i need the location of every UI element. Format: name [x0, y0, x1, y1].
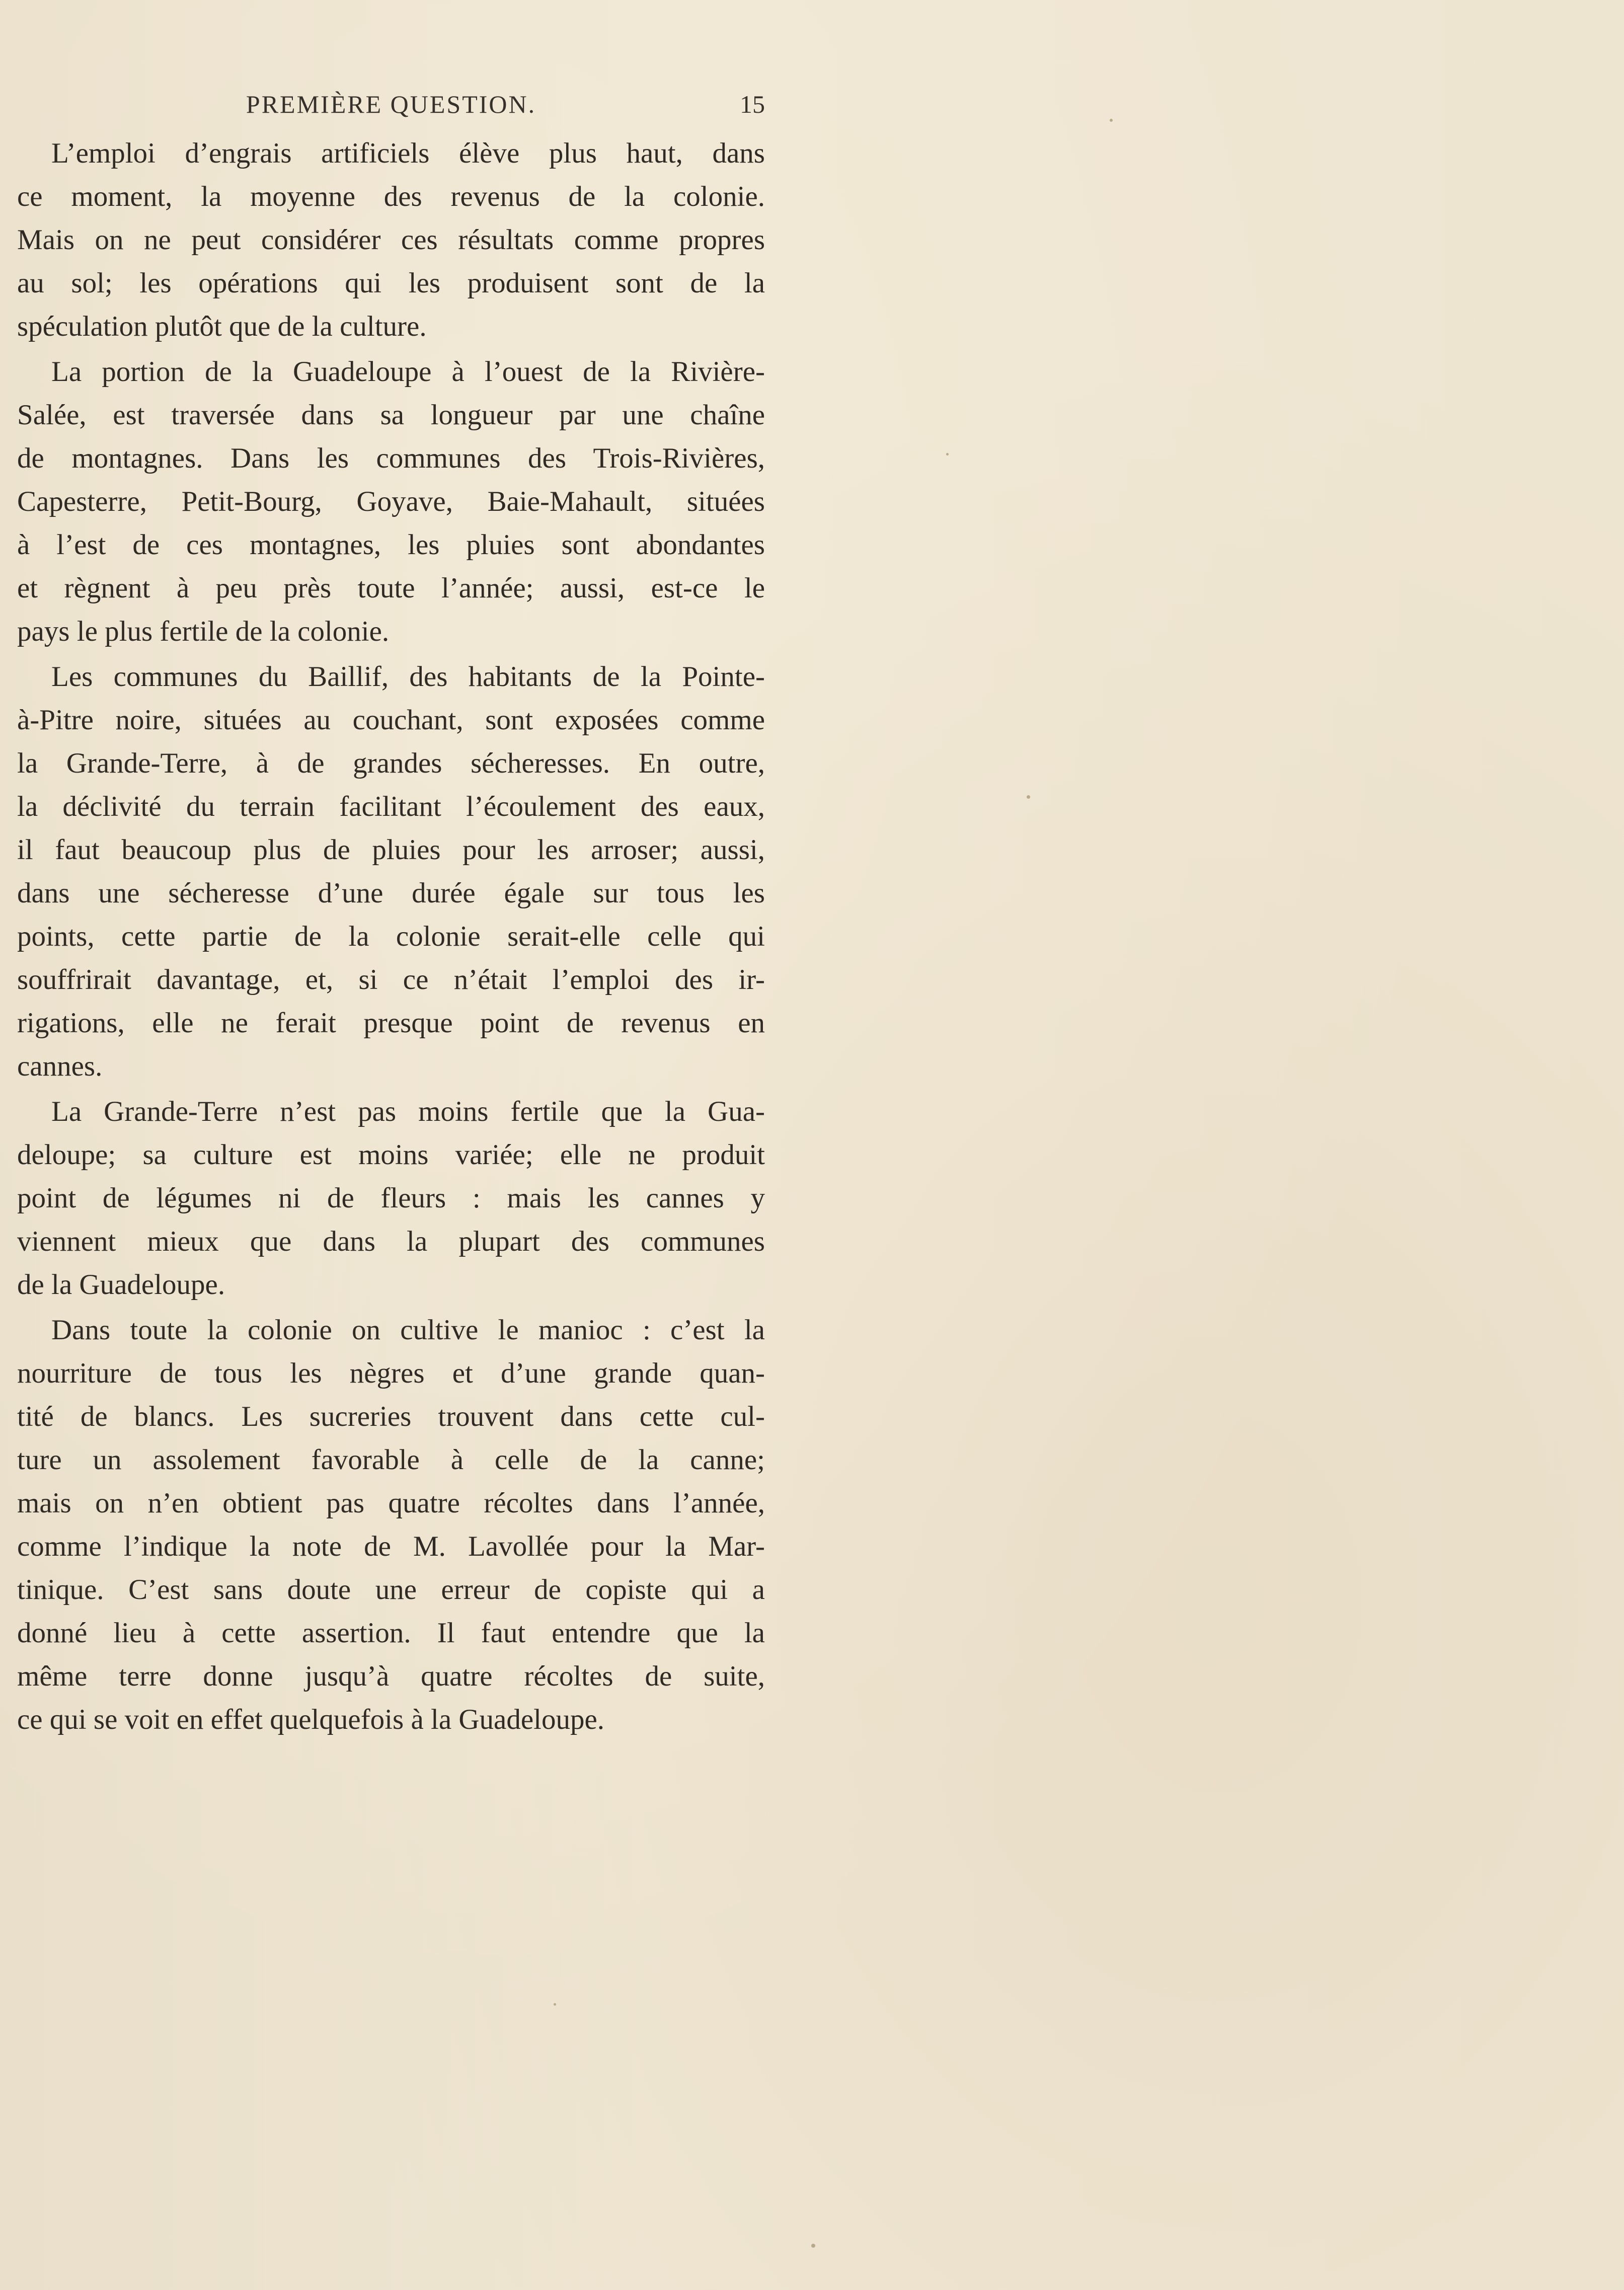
text-line: à-Pitre noire, situées au couchant, sont exposées comme: [17, 704, 765, 736]
text-line: Capesterre, Petit-Bourg, Goyave, Baie-Mahault, situées: [17, 486, 765, 517]
text-line: mais on n’en obtient pas quatre récoltes dans l’année,: [17, 1487, 765, 1519]
text-line: Salée, est traversée dans sa longueur par une chaîne: [17, 399, 765, 431]
running-title: PREMIÈRE QUESTION.: [246, 90, 536, 118]
paragraph-5: [17, 1309, 765, 1741]
running-head: [17, 87, 765, 122]
text-line: pays le plus fertile de la colonie.: [17, 616, 390, 647]
text-line: donné lieu à cette assertion. Il faut entendre que la: [17, 1617, 765, 1649]
text-line: de montagnes. Dans les communes des Trois-Rivières,: [17, 442, 765, 474]
paper-speck: [1110, 119, 1113, 122]
text-line: ce moment, la moyenne des revenus de la colonie.: [17, 181, 765, 212]
text-line: Les communes du Baillif, des habitants de la Pointe-: [51, 661, 765, 693]
text-line: ture un assolement favorable à celle de la canne;: [17, 1444, 765, 1476]
paragraph-1: [17, 132, 765, 348]
text-line: souffrirait davantage, et, si ce n’était l’emploi des ir-: [17, 964, 765, 996]
paper-speck: [946, 453, 949, 455]
text-line: et règnent à peu près toute l’année; aussi, est-ce le: [17, 572, 765, 604]
text-line: La Grande-Terre n’est pas moins fertile que la Gua-: [51, 1096, 765, 1127]
text-line: dans une sécheresse d’une durée égale sur tous les: [17, 877, 765, 909]
text-line: même terre donne jusqu’à quatre récoltes de suite,: [17, 1660, 765, 1692]
text-line: de la Guadeloupe.: [17, 1269, 225, 1301]
text-line: ce qui se voit en effet quelquefois à la Guadeloupe.: [17, 1704, 605, 1735]
text-line: point de légumes ni de fleurs : mais les cannes y: [17, 1182, 765, 1214]
text-line: La portion de la Guadeloupe à l’ouest de la Rivière-: [51, 356, 765, 388]
text-line: Mais on ne peut considérer ces résultats comme propres: [17, 224, 765, 256]
paragraph-3: [17, 655, 765, 1088]
paper-speck: [554, 2003, 556, 2006]
text-line: tité de blancs. Les sucreries trouvent dans cette cul-: [17, 1401, 765, 1432]
text-line: à l’est de ces montagnes, les pluies sont abondantes: [17, 529, 765, 561]
text-line: nourriture de tous les nègres et d’une grande quan-: [17, 1357, 765, 1389]
paper-speck: [811, 2244, 815, 2248]
text-line: comme l’indique la note de M. Lavollée pour la Mar-: [17, 1531, 765, 1562]
paragraph-2: [17, 350, 765, 653]
text-line: L’emploi d’engrais artificiels élève plus haut, dans: [51, 137, 765, 169]
text-line: points, cette partie de la colonie serait-elle celle qui: [17, 921, 765, 952]
text-line: cannes.: [17, 1050, 103, 1082]
text-line: rigations, elle ne ferait presque point de revenus en: [17, 1007, 765, 1039]
paragraph-4: [17, 1090, 765, 1307]
body-text: [17, 132, 765, 1743]
text-line: deloupe; sa culture est moins variée; elle ne produit: [17, 1139, 765, 1171]
text-line: la Grande-Terre, à de grandes sécheresses. En outre,: [17, 747, 765, 779]
page-number: 15: [740, 90, 765, 118]
text-line: viennent mieux que dans la plupart des communes: [17, 1226, 765, 1257]
text-line: Dans toute la colonie on cultive le manioc : c’est la: [51, 1314, 765, 1346]
text-line: au sol; les opérations qui les produisent sont de la: [17, 267, 765, 299]
text-line: la déclivité du terrain facilitant l’écoulement des eaux,: [17, 791, 765, 822]
text-line: spéculation plutôt que de la culture.: [17, 311, 427, 342]
paper-speck: [1027, 795, 1030, 799]
text-line: il faut beaucoup plus de pluies pour les arroser; aussi,: [17, 834, 765, 866]
text-line: tinique. C’est sans doute une erreur de copiste qui a: [17, 1574, 765, 1606]
